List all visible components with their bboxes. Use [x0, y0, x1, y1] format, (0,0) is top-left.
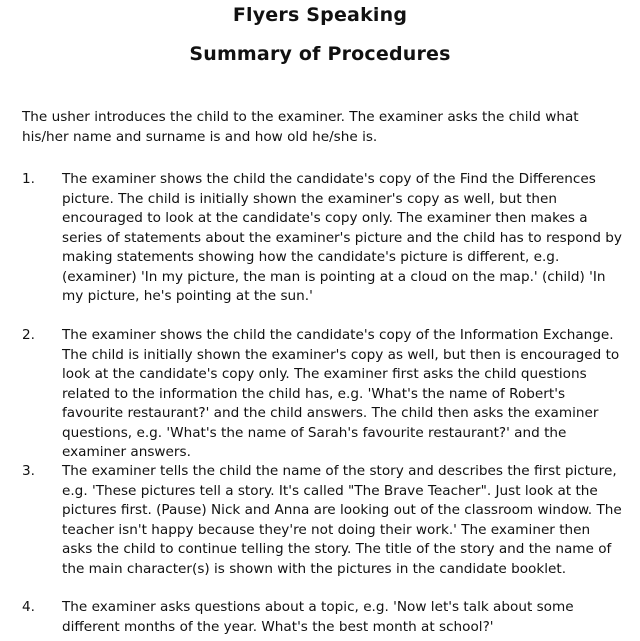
procedure-item-text: The examiner asks questions about a topic, e.g. 'Now let's talk about some different months of the year. What's the best month at school?'	[62, 599, 574, 635]
procedure-item-text: The examiner shows the child the candidate's copy of the Information Exchange. The child is initially shown the examiner's copy as well, but then is encouraged to look at the candidate's copy only. The examiner first asks the child questions related to the information the child has, e.g. 'What's the name of Robert's favourite restaurant?' and the child answers. The child then asks the examiner questions, e.g. 'What's the name of Sarah's favourite restaurant?' and the examiner answers.	[62, 327, 620, 460]
procedure-item-4	[22, 598, 624, 637]
procedure-item-1	[22, 170, 624, 307]
procedure-item-text: The examiner shows the child the candidate's copy of the Find the Differences picture. The child is initially shown the examiner's copy as well, but then encouraged to look at the candidate's copy only. The examiner then makes a series of statements about the examiner's picture and the child has to respond by making statements showing how the candidate's picture is different, e.g. (examiner) 'In my picture, the man is pointing at a cloud on the map.' (child) 'In my picture, he's pointing at the sun.'	[62, 171, 622, 304]
intro-paragraph: The usher introduces the child to the examiner. The examiner asks the child what his/her name and surname is and how old he/she is.	[22, 109, 579, 145]
procedure-item-2	[22, 326, 624, 463]
procedure-item-number: 1.	[22, 171, 35, 187]
document-title: Flyers Speaking	[232, 4, 408, 26]
procedure-item-text: The examiner tells the child the name of the story and describes the first picture, e.g. 'These pictures tell a story. It's called "The Brave Teacher". Just look at the pictures first. (Pause) Nick and Anna are looking out of the classroom window. The teacher isn't happy because they're not doing their work.' The examiner then asks the child to continue telling the story. The title of the story and the name of the main character(s) is shown with the pictures in the candidate booklet.	[62, 463, 622, 577]
procedure-item-number: 3.	[22, 463, 35, 479]
procedure-item-number: 2.	[22, 327, 35, 343]
procedure-item-3	[22, 462, 624, 579]
procedure-item-number: 4.	[22, 599, 35, 615]
document-subtitle: Summary of Procedures	[189, 43, 451, 65]
